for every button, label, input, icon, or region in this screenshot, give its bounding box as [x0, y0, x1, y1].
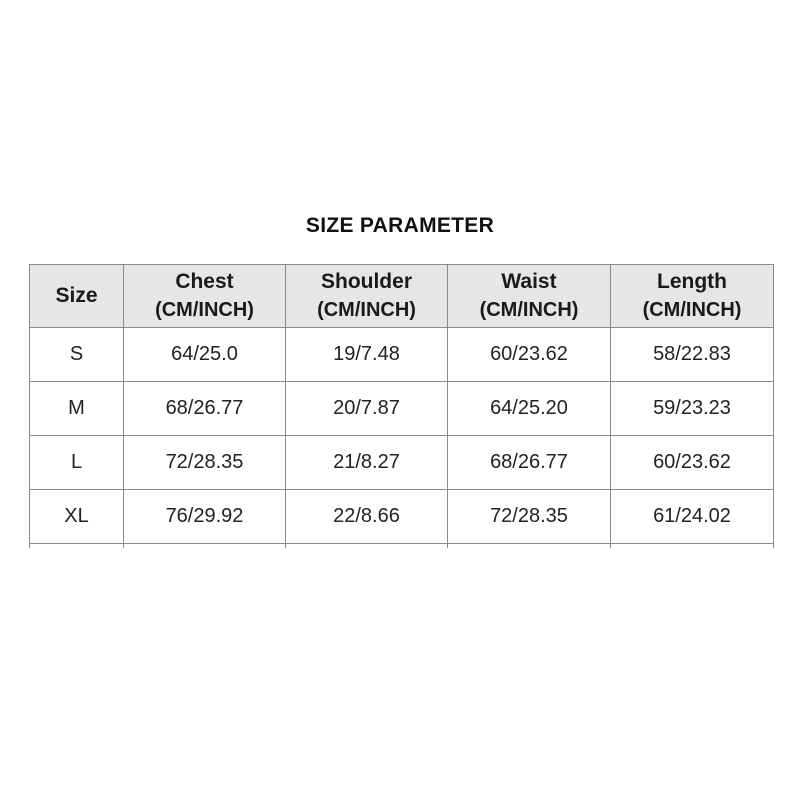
cell-stub: [286, 544, 448, 549]
table-row: [30, 436, 774, 490]
cell-waist: 64/25.20: [448, 382, 611, 436]
header-label: Length: [657, 270, 727, 293]
cell-waist: 60/23.62: [448, 328, 611, 382]
cell-shoulder: 20/7.87: [286, 382, 448, 436]
header-unit: (CM/INCH): [642, 299, 742, 321]
header-label: Shoulder: [320, 270, 412, 293]
cell-chest: 76/29.92: [124, 490, 286, 544]
header-label: Size: [55, 284, 98, 307]
cell-shoulder: 19/7.48: [286, 328, 448, 382]
table-row: [30, 382, 774, 436]
cell-chest: 68/26.77: [124, 382, 286, 436]
cell-length: 59/23.23: [611, 382, 774, 436]
cell-stub: [30, 544, 124, 549]
header-shoulder: [286, 265, 448, 328]
table-row-stub: [30, 544, 774, 549]
cell-size: M: [30, 382, 124, 436]
header-label: Waist: [501, 270, 557, 293]
page-title: SIZE PARAMETER: [305, 214, 495, 237]
header-unit: (CM/INCH): [317, 299, 416, 321]
header-chest: [124, 265, 286, 328]
cell-length: 61/24.02: [611, 490, 774, 544]
table-header-row: [30, 265, 774, 328]
header-unit: (CM/INCH): [479, 299, 579, 321]
cell-chest: 72/28.35: [124, 436, 286, 490]
cell-chest: 64/25.0: [124, 328, 286, 382]
cell-shoulder: 21/8.27: [286, 436, 448, 490]
cell-shoulder: 22/8.66: [286, 490, 448, 544]
table-row: [30, 328, 774, 382]
header-waist: [448, 265, 611, 328]
header-label: Chest: [175, 270, 234, 293]
header-unit: (CM/INCH): [155, 299, 254, 321]
table-row: [30, 490, 774, 544]
cell-length: 60/23.62: [611, 436, 774, 490]
size-table: [29, 264, 774, 548]
cell-size: XL: [30, 490, 124, 544]
cell-stub: [448, 544, 611, 549]
header-length: [611, 265, 774, 328]
cell-length: 58/22.83: [611, 328, 774, 382]
cell-size: L: [30, 436, 124, 490]
cell-stub: [611, 544, 774, 549]
cell-stub: [124, 544, 286, 549]
header-size: [30, 265, 124, 328]
cell-waist: 72/28.35: [448, 490, 611, 544]
cell-size: S: [30, 328, 124, 382]
cell-waist: 68/26.77: [448, 436, 611, 490]
